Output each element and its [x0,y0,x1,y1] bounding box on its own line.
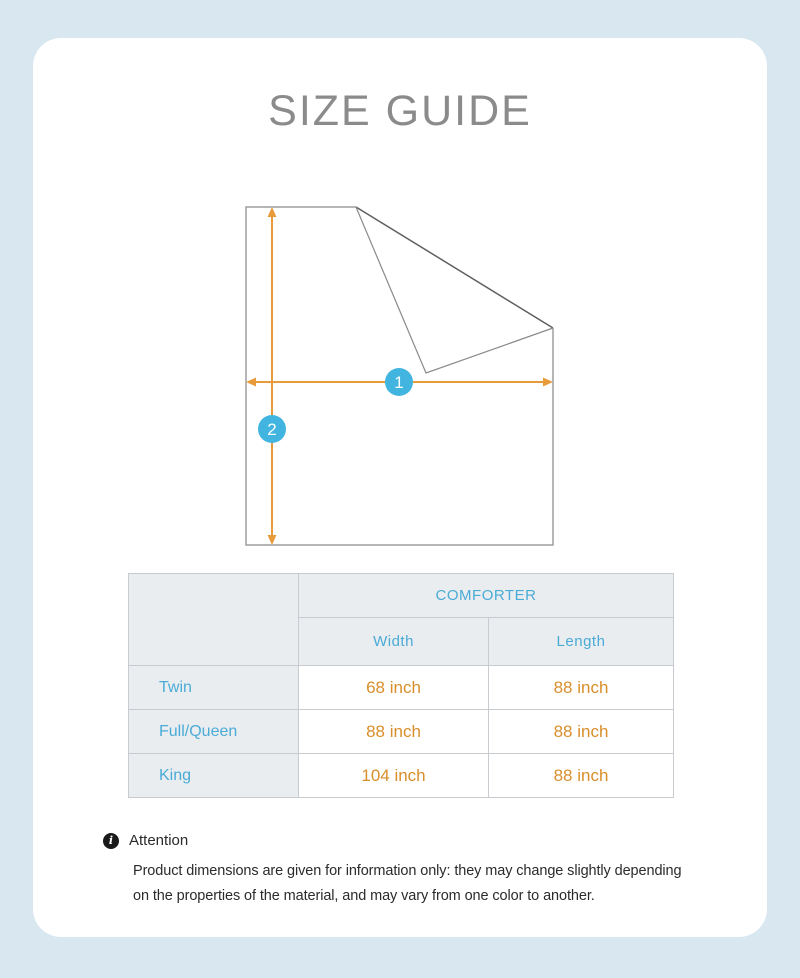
table-group-header-row [129,574,674,618]
length-value-cell: 88 inch [489,710,674,754]
page-title: SIZE GUIDE [268,87,532,135]
size-guide-card [33,38,767,937]
fold-top-edge [356,207,553,328]
attention-header [103,832,723,849]
attention-title: Attention [129,832,189,849]
comforter-diagram [213,188,613,568]
arrow-right-head [543,378,553,387]
table-row [129,666,674,710]
attention-text-line: Product dimensions are given for information only: they may change slightly depending [133,863,682,879]
length-marker-badge [258,415,286,443]
width-value-cell: 104 inch [299,754,489,798]
width-value-cell: 88 inch [299,710,489,754]
size-label-cell: Twin [129,666,299,710]
group-header-cell: COMFORTER [299,574,674,618]
length-value-cell: 88 inch [489,754,674,798]
size-table [128,573,674,798]
length-arrow [268,207,277,545]
attention-text-line: on the properties of the material, and may vary from one color to another. [133,888,595,904]
column-header-length: Length [489,618,674,666]
width-value-cell: 68 inch [299,666,489,710]
empty-corner-cell [129,574,299,666]
width-marker-number: 1 [394,373,404,392]
column-header-width: Width [299,618,489,666]
table-row [129,754,674,798]
arrow-bottom-head [268,535,277,545]
length-value-cell: 88 inch [489,666,674,710]
length-marker-number: 2 [267,420,277,439]
size-label-cell: Full/Queen [129,710,299,754]
attention-body [133,859,723,909]
fold-flap [356,207,553,373]
arrow-top-head [268,207,277,217]
info-icon: i [103,833,119,849]
size-label-cell: King [129,754,299,798]
arrow-left-head [246,378,256,387]
attention-section [103,832,723,909]
table-row [129,710,674,754]
width-marker-badge [385,368,413,396]
